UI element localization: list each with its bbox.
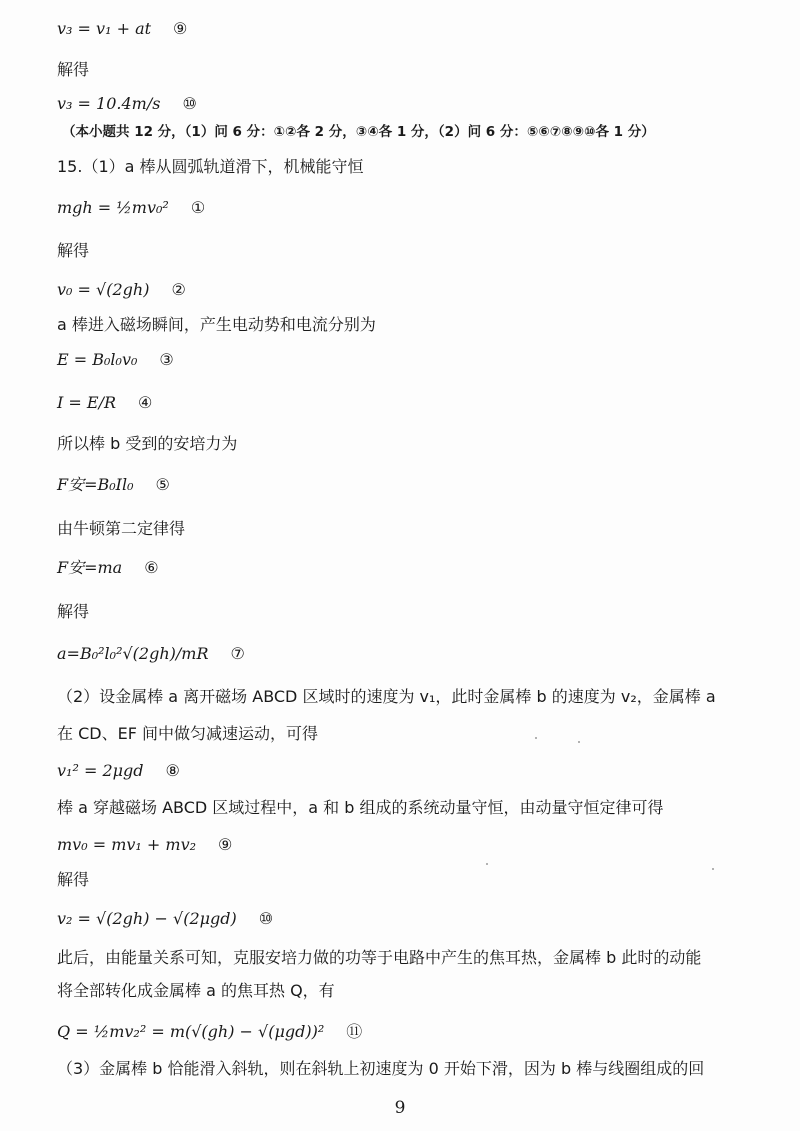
equation-number: ⑧ bbox=[165, 761, 180, 780]
equation-number: ⑦ bbox=[230, 644, 245, 663]
line-text: 15.（1）a 棒从圆弧轨道滑下，机械能守恒 bbox=[57, 157, 364, 176]
line-text: （2）设金属棒 a 离开磁场 ABCD 区域时的速度为 v₁，此时金属棒 b 的速度为 v₂，金属棒 a bbox=[57, 687, 716, 706]
equation-line bbox=[57, 1021, 760, 1043]
equation-line bbox=[57, 392, 760, 414]
line-text: 解得 bbox=[57, 602, 90, 621]
text-line bbox=[57, 686, 760, 708]
scan-speck bbox=[486, 863, 488, 865]
scan-speck bbox=[578, 741, 580, 743]
line-text: mgh = ½mv₀² bbox=[57, 198, 169, 217]
text-line bbox=[57, 314, 760, 336]
equation-number: ⑨ bbox=[218, 835, 233, 854]
scan-speck bbox=[535, 737, 537, 739]
text-line bbox=[57, 601, 760, 623]
text-line bbox=[57, 59, 760, 81]
text-line bbox=[57, 723, 760, 745]
line-text: a=B₀²l₀²√(2gh)/mR bbox=[57, 644, 209, 663]
line-text: I = E/R bbox=[57, 393, 117, 412]
equation-number: ⑪ bbox=[346, 1022, 363, 1041]
text-line bbox=[57, 433, 760, 455]
equation-line bbox=[57, 93, 760, 115]
line-text: F安=ma bbox=[57, 558, 123, 577]
equation-number: ⑤ bbox=[155, 475, 170, 494]
equation-line bbox=[57, 643, 760, 665]
line-text: 此后，由能量关系可知，克服安培力做的功等于电路中产生的焦耳热，金属棒 b 此时的动能 bbox=[57, 948, 702, 967]
equation-number: ② bbox=[171, 280, 186, 299]
equation-line bbox=[57, 557, 760, 579]
line-text: 解得 bbox=[57, 60, 90, 79]
line-text: mv₀ = mv₁ + mv₂ bbox=[57, 835, 197, 854]
equation-line bbox=[57, 197, 760, 219]
scoring-note bbox=[62, 121, 760, 143]
text-line bbox=[57, 980, 760, 1002]
equation-number: ⑩ bbox=[258, 909, 274, 928]
text-line bbox=[57, 156, 760, 178]
line-text: Q = ½mv₂² = m(√(gh) − √(μgd))² bbox=[57, 1022, 325, 1041]
equation-line bbox=[57, 18, 760, 40]
line-text: 所以棒 b 受到的安培力为 bbox=[57, 434, 238, 453]
equation-number: ⑨ bbox=[173, 19, 188, 38]
line-text: v₃ = 10.4m/s bbox=[57, 94, 161, 113]
equation-number: ① bbox=[190, 198, 206, 217]
line-text: v₃ = v₁ + at bbox=[57, 19, 152, 38]
equation-number: ⑥ bbox=[144, 558, 159, 577]
equation-line bbox=[57, 908, 760, 930]
line-text: v₁² = 2μgd bbox=[57, 761, 144, 780]
line-text: 解得 bbox=[57, 241, 90, 260]
equation-line bbox=[57, 474, 760, 496]
text-line bbox=[57, 869, 760, 891]
equation-line bbox=[57, 349, 760, 371]
line-text: v₂ = √(2gh) − √(2μgd) bbox=[57, 909, 237, 928]
line-text: F安=B₀Il₀ bbox=[57, 475, 134, 494]
line-text: 棒 a 穿越磁场 ABCD 区域过程中，a 和 b 组成的系统动量守恒，由动量守恒定律可得 bbox=[57, 798, 664, 817]
equation-number: ③ bbox=[159, 350, 174, 369]
equation-line bbox=[57, 834, 760, 856]
equation-line bbox=[57, 279, 760, 301]
line-text: v₀ = √(2gh) bbox=[57, 280, 150, 299]
line-text: E = B₀l₀v₀ bbox=[57, 350, 138, 369]
text-line bbox=[57, 1058, 760, 1080]
line-text: 将全部转化成金属棒 a 的焦耳热 Q，有 bbox=[57, 981, 335, 1000]
equation-line bbox=[57, 760, 760, 782]
text-line bbox=[57, 518, 760, 540]
text-line bbox=[57, 797, 760, 819]
line-text: 解得 bbox=[57, 870, 90, 889]
line-text: （3）金属棒 b 恰能滑入斜轨，则在斜轨上初速度为 0 开始下滑，因为 b 棒与线圈组成的回 bbox=[57, 1059, 705, 1078]
line-text: 由牛顿第二定律得 bbox=[57, 519, 186, 538]
equation-number: ④ bbox=[138, 393, 153, 412]
line-text: a 棒进入磁场瞬间，产生电动势和电流分别为 bbox=[57, 315, 376, 334]
line-text: 在 CD、EF 间中做匀减速运动，可得 bbox=[57, 724, 318, 743]
line-text: （本小题共 12 分，（1）问 6 分：①②各 2 分，③④各 1 分，（2）问 6 分：⑤⑥⑦⑧⑨⑩各 1 分） bbox=[62, 124, 655, 140]
text-line bbox=[57, 947, 760, 969]
equation-number: ⑩ bbox=[182, 94, 197, 113]
scan-speck bbox=[712, 868, 714, 870]
page-number: 9 bbox=[394, 1098, 406, 1118]
text-line bbox=[57, 240, 760, 262]
